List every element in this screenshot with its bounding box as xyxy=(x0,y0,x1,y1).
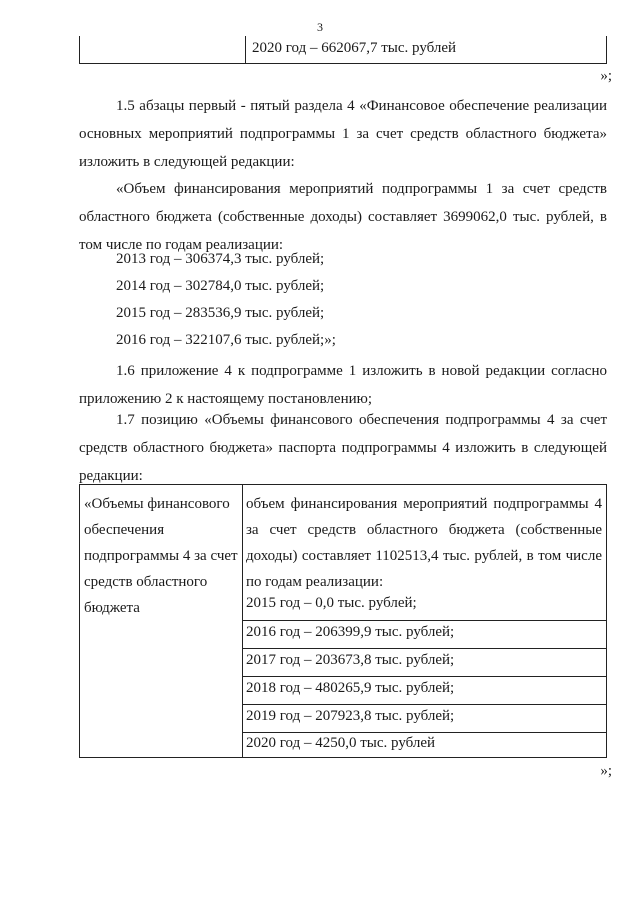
paragraph-1-7: 1.7 позицию «Объемы финансового обеспечения подпрограммы 4 за счет средств областного бюджета» паспорта подпрограммы 4 изложить в следующей редакции: xyxy=(79,412,607,484)
row-divider xyxy=(242,732,607,733)
funding-year-row: 2019 год – 207923,8 тыс. рублей; xyxy=(246,708,455,724)
table-column-divider xyxy=(242,485,243,757)
top-table-fragment xyxy=(79,36,607,64)
paragraph-1-6: 1.6 приложение 4 к подпрограмме 1 изложить в новой редакции согласно приложению 2 к настоящему постановлению; xyxy=(79,363,607,407)
closing-quote: »; xyxy=(600,763,612,779)
year-line: 2014 год – 302784,0 тыс. рублей; xyxy=(116,278,325,294)
funding-table xyxy=(79,484,607,758)
row-divider xyxy=(242,676,607,677)
page-number: 3 xyxy=(317,20,323,34)
year-line: 2013 год – 306374,3 тыс. рублей; xyxy=(116,251,325,267)
funding-year-row: 2017 год – 203673,8 тыс. рублей; xyxy=(246,652,455,668)
paragraph-quote: «Объем финансирования мероприятий подпрограммы 1 за счет средств областного бюджета (собственные доходы) составляет 3699062,0 тыс. рублей, в том числе по годам реализации: xyxy=(79,181,607,253)
row-divider xyxy=(242,704,607,705)
year-line: 2015 год – 283536,9 тыс. рублей; xyxy=(116,305,325,321)
top-table-value: 2020 год – 662067,7 тыс. рублей xyxy=(252,40,457,56)
closing-quote: »; xyxy=(600,68,612,84)
paragraph-1-5: 1.5 абзацы первый - пятый раздела 4 «Финансовое обеспечение реализации основных мероприятий подпрограммы 1 за счет средств областного бюджета» изложить в следующей редакции: xyxy=(79,98,607,170)
year-line: 2016 год – 322107,6 тыс. рублей;»; xyxy=(116,332,336,348)
funding-year-row: 2015 год – 0,0 тыс. рублей; xyxy=(246,595,417,611)
funding-label-cell: «Объемы финансового обеспечения подпрограммы 4 за счет средств областного бюджета xyxy=(84,496,238,616)
funding-intro-cell: объем финансирования мероприятий подпрограммы 4 за счет средств областного бюджета (собственные доходы) составляет 1102513,4 тыс. рублей, в том числе по годам реализации: xyxy=(246,496,602,590)
row-divider xyxy=(242,620,607,621)
funding-year-row: 2020 год – 4250,0 тыс. рублей xyxy=(246,735,436,751)
row-divider xyxy=(242,648,607,649)
funding-year-row: 2016 год – 206399,9 тыс. рублей; xyxy=(246,624,455,640)
funding-year-row: 2018 год – 480265,9 тыс. рублей; xyxy=(246,680,455,696)
table-divider xyxy=(245,36,246,63)
